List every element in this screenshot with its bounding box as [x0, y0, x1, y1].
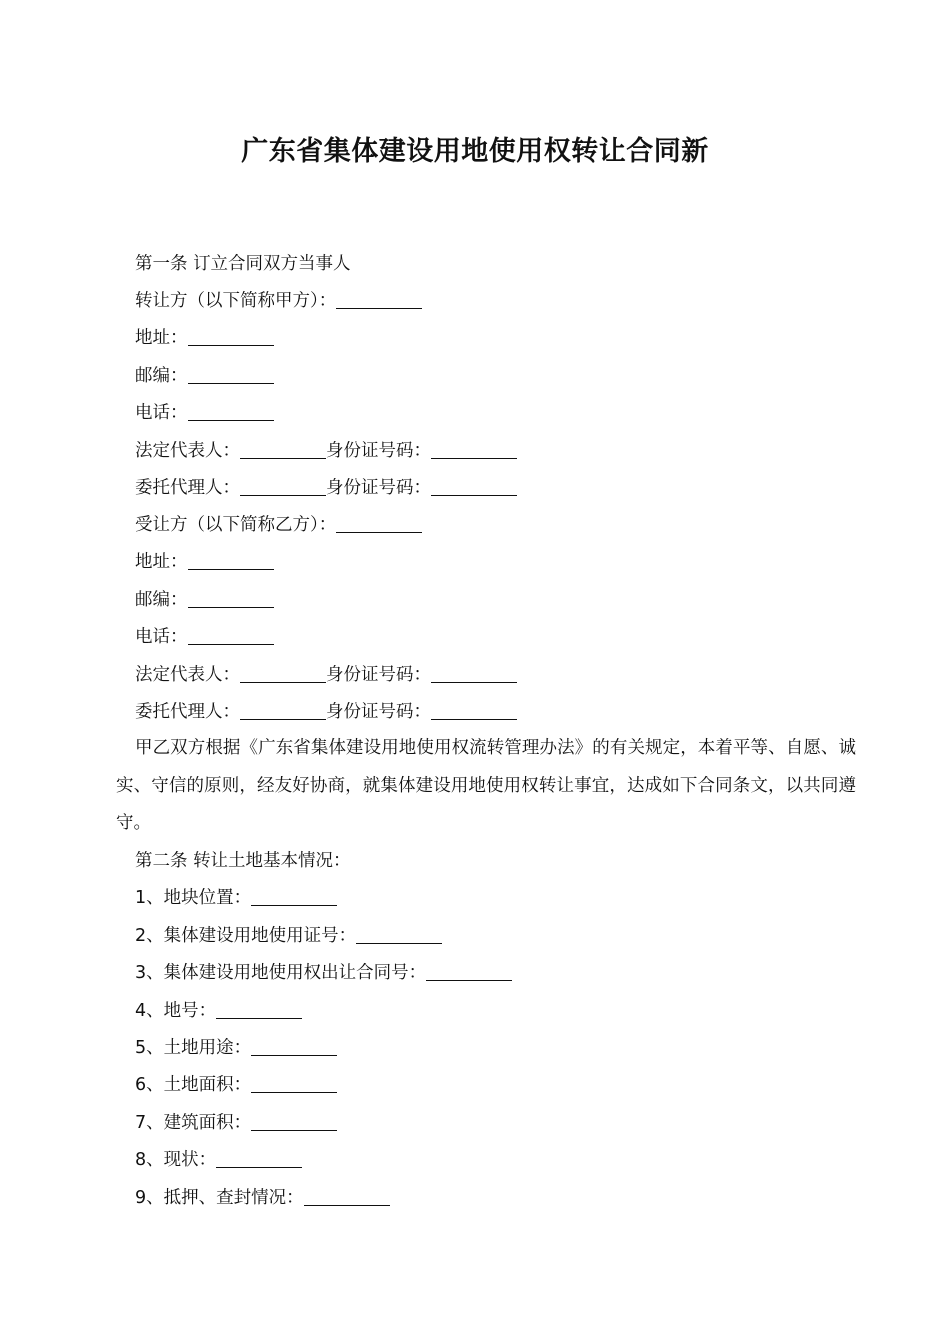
party-a-phone-blank[interactable]	[188, 402, 274, 421]
land-use-purpose-blank[interactable]	[251, 1037, 337, 1056]
party-b-agent-label: 委托代理人：	[135, 702, 240, 722]
article2-heading: 第二条 转让土地基本情况：	[135, 851, 351, 871]
party-b-agent-id-blank[interactable]	[431, 701, 517, 720]
land-area-blank[interactable]	[251, 1074, 337, 1093]
building-area-blank[interactable]	[251, 1112, 337, 1131]
article2-item-label: 6、土地面积：	[135, 1075, 252, 1095]
article2-item-label: 9、抵押、查封情况：	[135, 1188, 304, 1208]
article2-item-label: 4、地号：	[135, 1001, 217, 1021]
party-b-phone-line	[135, 623, 274, 651]
party-b-agent-line	[135, 698, 517, 726]
party-a-agent-label: 委托代理人：	[135, 478, 240, 498]
article2-item-label: 8、现状：	[135, 1150, 217, 1170]
party-a-legal-rep-line	[135, 437, 517, 465]
party-a-phone-label: 电话：	[135, 403, 188, 423]
mortgage-seizure-blank[interactable]	[304, 1187, 390, 1206]
party-b-agent-blank[interactable]	[240, 701, 326, 720]
article2-item	[135, 959, 512, 987]
article2-item	[135, 1071, 337, 1099]
land-use-certificate-blank[interactable]	[356, 925, 442, 944]
current-status-blank[interactable]	[216, 1149, 302, 1168]
party-b-name-blank[interactable]	[336, 514, 422, 533]
party-b-address-line	[135, 548, 274, 576]
article1-heading: 第一条 订立合同双方当事人	[135, 254, 351, 274]
party-a-agent-id-label: 身份证号码：	[326, 478, 431, 498]
party-a-address-line	[135, 324, 274, 352]
party-b-address-label: 地址：	[135, 552, 188, 572]
party-a-address-label: 地址：	[135, 328, 188, 348]
party-a-legal-rep-blank[interactable]	[240, 440, 326, 459]
party-b-address-blank[interactable]	[188, 551, 274, 570]
party-a-name-blank[interactable]	[336, 290, 422, 309]
article2-item	[135, 1146, 302, 1174]
party-a-address-blank[interactable]	[188, 327, 274, 346]
article2-item	[135, 997, 302, 1025]
article2-item	[135, 884, 337, 912]
party-b-header-line	[135, 511, 422, 539]
party-a-postcode-line	[135, 362, 274, 390]
transfer-contract-number-blank[interactable]	[426, 962, 512, 981]
article2-item-label: 2、集体建设用地使用证号：	[135, 926, 357, 946]
party-a-agent-blank[interactable]	[240, 477, 326, 496]
party-a-legal-rep-id-blank[interactable]	[431, 440, 517, 459]
article2-item-label: 1、地块位置：	[135, 888, 252, 908]
party-a-agent-id-blank[interactable]	[431, 477, 517, 496]
preamble-paragraph: 甲乙双方根据《广东省集体建设用地使用权流转管理办法》的有关规定，本着平等、自愿、诚实、守信的原则，经友好协商，就集体建设用地使用权转让事宜，达成如下合同条文，以共同遵守。	[116, 738, 856, 833]
party-a-phone-line	[135, 399, 274, 427]
plot-location-blank[interactable]	[251, 887, 337, 906]
party-b-legal-rep-id-blank[interactable]	[431, 664, 517, 683]
party-b-header-label: 受让方（以下简称乙方）：	[135, 515, 337, 535]
document-title: 广东省集体建设用地使用权转让合同新	[241, 136, 709, 167]
party-b-legal-rep-id-label: 身份证号码：	[326, 665, 431, 685]
party-a-agent-line	[135, 474, 517, 502]
party-b-agent-id-label: 身份证号码：	[326, 702, 431, 722]
party-b-phone-blank[interactable]	[188, 626, 274, 645]
party-a-postcode-blank[interactable]	[188, 365, 274, 384]
article2-item	[135, 1184, 390, 1212]
party-b-legal-rep-line	[135, 661, 517, 689]
article2-item	[135, 1034, 337, 1062]
party-b-phone-label: 电话：	[135, 627, 188, 647]
party-a-legal-rep-id-label: 身份证号码：	[326, 441, 431, 461]
party-b-postcode-line	[135, 586, 274, 614]
party-b-legal-rep-blank[interactable]	[240, 664, 326, 683]
party-b-legal-rep-label: 法定代表人：	[135, 665, 240, 685]
article2-item	[135, 1109, 337, 1137]
party-a-header-line	[135, 287, 422, 315]
article2-item	[135, 922, 442, 950]
party-a-legal-rep-label: 法定代表人：	[135, 441, 240, 461]
lot-number-blank[interactable]	[216, 1000, 302, 1019]
article2-item-label: 7、建筑面积：	[135, 1113, 252, 1133]
party-b-postcode-label: 邮编：	[135, 590, 188, 610]
party-a-postcode-label: 邮编：	[135, 366, 188, 386]
article2-item-label: 5、土地用途：	[135, 1038, 252, 1058]
article2-item-label: 3、集体建设用地使用权出让合同号：	[135, 963, 427, 983]
party-a-header-label: 转让方（以下简称甲方）：	[135, 291, 337, 311]
party-b-postcode-blank[interactable]	[188, 589, 274, 608]
